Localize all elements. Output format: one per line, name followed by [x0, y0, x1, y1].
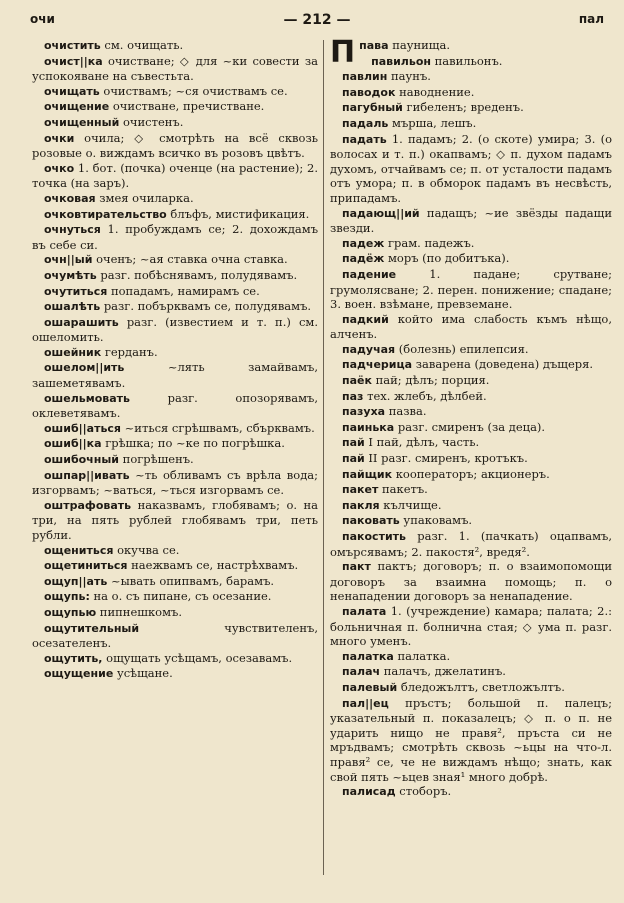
entry-definition: очиствамъ; ~ся очиствамъ се. — [103, 83, 288, 98]
dictionary-entry — [330, 206, 612, 236]
dictionary-entry — [330, 267, 612, 312]
entry-headword: очн||ый — [44, 253, 93, 267]
dictionary-entry — [330, 251, 612, 267]
dictionary-entry — [32, 621, 318, 651]
entry-definition: грам. падежъ. — [387, 235, 475, 250]
entry-definition: (болезнь) епилепсия. — [398, 341, 529, 356]
entry-definition: разг. смиренъ (за деца). — [397, 419, 546, 434]
left-column — [32, 38, 318, 682]
entry-headword: очковтирательство — [44, 207, 167, 221]
entry-headword: палисад — [342, 785, 396, 799]
entry-definition: мърша, лешъ. — [392, 115, 477, 130]
dictionary-entry — [330, 680, 612, 696]
section-letter: П — [330, 35, 356, 70]
entry-headword: ощениться — [44, 543, 114, 557]
dictionary-entry — [330, 85, 612, 101]
entry-definition: падащъ; ~ие звёзды падащи звезди. — [330, 205, 612, 236]
dictionary-entry — [32, 345, 318, 361]
entry-headword: очумѣть — [44, 268, 97, 282]
entry-headword: паинька — [342, 420, 395, 434]
entry-headword: очист||ка — [44, 54, 103, 68]
entry-headword: ощупь: — [44, 590, 90, 604]
dictionary-entry — [32, 421, 318, 437]
dictionary-entry — [32, 191, 318, 207]
dictionary-entry — [330, 559, 612, 604]
entry-headword: очищенный — [44, 115, 120, 129]
entry-headword: падаль — [342, 116, 389, 130]
entry-headword: пазуха — [342, 405, 386, 419]
entry-definition: попадамъ, намирамъ се. — [110, 283, 260, 298]
entry-headword: очковая — [44, 191, 96, 205]
dictionary-entry — [32, 84, 318, 100]
header-right-guideword: пал — [578, 12, 604, 26]
dictionary-entry — [32, 207, 318, 223]
entry-definition: ощущать усѣщамъ, осезавамъ. — [106, 650, 293, 665]
entry-headword: ощущение — [44, 667, 114, 681]
header-left-guideword: очи — [30, 12, 55, 26]
dictionary-entry — [32, 222, 318, 252]
dictionary-entry — [330, 342, 612, 358]
dictionary-entry — [32, 252, 318, 268]
entry-headword: оштрафовать — [44, 498, 132, 512]
entry-headword: ошейник — [44, 345, 102, 359]
dictionary-entry — [32, 54, 318, 84]
entry-definition: паунъ. — [391, 69, 431, 84]
entry-definition: ~ть обливамъ съ врѣла вода; изгорвамъ; ~ваться, ~ться изгорвамъ се. — [32, 467, 318, 498]
dictionary-entry — [330, 482, 612, 498]
entry-headword: ощутительный — [44, 621, 140, 635]
entry-definition: наводнение. — [399, 84, 475, 99]
entry-definition: упаковамъ. — [403, 513, 473, 528]
entry-definition: кълчище. — [383, 497, 442, 512]
entry-definition: кооператоръ; акционеръ. — [395, 466, 550, 481]
entry-headword: пакля — [342, 498, 380, 512]
entry-definition: оченъ; ~ая ставка очна ставка. — [96, 252, 288, 267]
page-header — [30, 12, 604, 32]
entry-headword: палатка — [342, 649, 394, 663]
entry-headword: ошельмовать — [44, 391, 130, 405]
entry-definition: 1. бот. (почка) оченце (на растение); 2. точка (на заръ). — [32, 160, 319, 191]
dictionary-entry — [330, 420, 612, 436]
entry-definition: разг. побърквамъ се, полудявамъ. — [103, 299, 312, 314]
entry-headword: паводок — [342, 85, 396, 99]
entry-headword: ощупью — [44, 605, 97, 619]
entry-headword: очистить — [44, 39, 101, 52]
entry-definition: очистенъ. — [122, 114, 184, 129]
dictionary-entry — [330, 451, 612, 467]
entry-headword: паковать — [342, 514, 400, 528]
entry-headword: падение — [342, 267, 397, 281]
entry-definition: наежвамъ се, настрѣхвамъ. — [131, 558, 299, 573]
entry-headword: пай — [342, 436, 365, 450]
entry-headword: палата — [342, 604, 387, 618]
dictionary-entry — [330, 467, 612, 483]
dictionary-entry — [32, 605, 318, 621]
entry-definition: I пай, дѣлъ, часть. — [368, 435, 480, 450]
entry-headword: палевый — [342, 680, 398, 694]
dictionary-entry — [330, 649, 612, 665]
entry-headword: очищать — [44, 84, 100, 98]
column-divider — [323, 40, 324, 875]
entry-definition: 1. падане; срутване; грумолясване; 2. перен. понижение; спадане; 3. воен. взѣмане, превземане. — [330, 266, 612, 312]
entry-definition: погрѣшенъ. — [122, 452, 194, 467]
entry-headword: павлин — [342, 70, 388, 84]
entry-headword: пакет — [342, 483, 379, 497]
entry-headword: падучая — [342, 342, 396, 356]
dictionary-entry — [32, 574, 318, 590]
entry-definition: наказвамъ, глобявамъ; о. на три, на пять рублей глобявамъ три, петь рубли. — [32, 497, 318, 542]
entry-headword: пава — [359, 39, 389, 52]
entry-headword: очнуться — [44, 223, 101, 237]
entry-headword: падающ||ий — [342, 206, 420, 220]
entry-headword: ошарашить — [44, 315, 119, 329]
entry-definition: ~ывать опипвамъ, барамъ. — [110, 573, 275, 588]
entry-definition: грѣшка; по ~ке по погрѣшка. — [105, 436, 285, 451]
entry-definition: очила; ◇ смотрѣть на всё сквозь розовые о. виждамъ всичко въ розовъ цвѣтъ. — [32, 130, 318, 161]
entry-headword: пакостить — [342, 530, 406, 543]
dictionary-entry — [32, 38, 318, 54]
entry-definition: герданъ. — [104, 344, 158, 359]
entry-headword: пагубный — [342, 101, 403, 115]
entry-headword: ощуп||ать — [44, 574, 108, 588]
dictionary-entry — [330, 69, 612, 85]
entry-definition: ~иться сгрѣшвамъ, сбърквамъ. — [124, 420, 315, 435]
entry-definition: 1. пробуждамъ се; 2. дохождамъ въ себе си. — [32, 222, 319, 252]
dictionary-entry — [330, 498, 612, 514]
entry-definition: бледожълтъ, светложълтъ. — [400, 679, 565, 694]
dictionary-entry — [32, 589, 318, 605]
entry-definition: пипнешкомъ. — [99, 604, 182, 619]
dictionary-entry — [32, 161, 318, 191]
entry-definition: пакетъ. — [381, 482, 428, 497]
entry-definition: на о. съ пипане, съ осезание. — [93, 589, 272, 604]
entry-definition: моръ (по добитъка). — [387, 251, 510, 266]
entry-headword: очки — [44, 131, 75, 145]
entry-headword: ошиб||аться — [44, 421, 121, 435]
entry-definition: змея очиларка. — [99, 190, 194, 205]
entry-headword: очутиться — [44, 284, 108, 298]
entry-definition: павильонъ. — [434, 53, 503, 68]
entry-headword: ошибочный — [44, 453, 119, 467]
dictionary-entry — [32, 558, 318, 574]
dictionary-entry — [32, 115, 318, 131]
entry-headword: палач — [342, 665, 381, 679]
entry-definition: палатка. — [397, 648, 451, 663]
dictionary-entry — [330, 435, 612, 451]
entry-definition: пай; дѣлъ; порция. — [375, 373, 490, 388]
entry-definition: гибеленъ; вреденъ. — [406, 100, 524, 115]
entry-headword: пакт — [342, 560, 371, 574]
entry-headword: ошиб||ка — [44, 437, 102, 451]
dictionary-entry — [330, 664, 612, 680]
dictionary-entry — [32, 543, 318, 559]
entry-definition: разг. 1. (пачкать) оцапвамъ, омърсявамъ; 2. пакостя², вредя². — [330, 529, 613, 559]
entry-headword: падать — [342, 132, 387, 146]
dictionary-entry — [32, 498, 318, 543]
entry-definition: паунища. — [392, 38, 451, 52]
dictionary-entry — [32, 315, 318, 345]
entry-definition: чувствителенъ, осезателенъ. — [32, 620, 318, 651]
entry-definition: стоборъ. — [399, 784, 452, 799]
dictionary-entry — [32, 468, 318, 498]
dictionary-entry — [330, 404, 612, 420]
entry-headword: ошалѣть — [44, 300, 101, 314]
dictionary-entry — [32, 360, 318, 390]
page-number: — 212 — — [283, 12, 351, 28]
dictionary-entry — [32, 452, 318, 468]
dictionary-entry — [32, 391, 318, 421]
dictionary-entry — [330, 784, 612, 800]
entry-definition: окучва се. — [117, 542, 180, 557]
entry-definition: ~лять замайвамъ, зашеметявамъ. — [32, 360, 318, 391]
dictionary-entry — [330, 312, 612, 342]
dictionary-entry — [32, 284, 318, 300]
entry-headword: ошелом||ить — [44, 361, 125, 375]
dictionary-entry — [330, 604, 612, 649]
dictionary-entry — [330, 373, 612, 389]
entry-definition: разг. побѣснявамъ, полудявамъ. — [100, 267, 298, 282]
entry-definition: разг. (известием и т. п.) см. ошеломить. — [32, 314, 319, 345]
entry-definition: очистване, пречистване. — [112, 99, 265, 114]
entry-headword: пал||ец — [342, 696, 389, 710]
entry-definition: усѣщане. — [116, 666, 173, 681]
dictionary-entry — [330, 389, 612, 405]
entry-headword: падкий — [342, 312, 389, 326]
dictionary-entry — [330, 132, 612, 206]
dictionary-entry — [330, 116, 612, 132]
entry-headword: пай — [342, 452, 365, 466]
dictionary-entry — [32, 666, 318, 682]
entry-headword: паз — [342, 389, 364, 403]
dictionary-entry — [32, 131, 318, 161]
right-column — [330, 35, 613, 800]
entry-definition: пазва. — [388, 404, 427, 419]
dictionary-entry — [32, 99, 318, 115]
dictionary-entry — [330, 54, 612, 70]
entry-definition: разг. опозорявамъ, оклеветявамъ. — [32, 390, 318, 421]
entry-headword: ошпар||ивать — [44, 468, 130, 482]
entry-definition: 1. падамъ; 2. (о скоте) умира; 3. (о волосах и т. п.) окапвамъ; ◇ п. духом падамъ духомъ, отчайвамъ се; п. от усталости падамъ отъ умора; п. в обморок падамъ въ несвѣсть, припадамъ. — [330, 131, 612, 205]
entry-headword: падёж — [342, 252, 385, 266]
dictionary-entry — [330, 529, 612, 559]
dictionary-entry — [32, 436, 318, 452]
entry-headword: ощутить, — [44, 651, 103, 665]
entry-headword: пайщик — [342, 467, 393, 481]
entry-definition: който има слабость къмъ нѣщо, алченъ. — [330, 311, 612, 342]
entry-definition: пръстъ; большой п. палецъ; указательный п. показалецъ; ◇ п. о п. не ударить нищо не правя², пръста си не мръдвамъ; смотрѣть сквозь ~ьцы на что-л. правя² се, че не виждамъ нѣщо; знать, как свой пять ~ьцев зная¹ много добрѣ. — [330, 695, 612, 784]
entry-headword: очищение — [44, 100, 110, 114]
dictionary-entry — [32, 299, 318, 315]
entry-headword: падеж — [342, 236, 385, 250]
entry-definition: см. очищать. — [104, 38, 184, 52]
entry-definition: II разг. смиренъ, кротъкъ. — [368, 451, 528, 466]
entry-definition: палачъ, джелатинъ. — [383, 664, 506, 679]
entry-headword: ощетиниться — [44, 559, 128, 573]
entry-headword: падчерица — [342, 358, 413, 372]
entry-definition: пактъ; договоръ; п. о взаимопомощи договоръ за взаимна помощь; п. о ненападении договоръ за ненападение. — [330, 559, 613, 604]
entry-headword: павильон — [371, 54, 431, 68]
dictionary-entry — [32, 651, 318, 667]
dictionary-entry — [330, 100, 612, 116]
dictionary-entry — [32, 268, 318, 284]
entry-definition: тех. жлебъ, дѣлбей. — [367, 388, 487, 403]
entry-definition: блъфъ, мистификация. — [170, 206, 310, 221]
entry-headword: паёк — [342, 374, 372, 388]
dictionary-entry — [330, 696, 612, 785]
dictionary-entry — [330, 513, 612, 529]
entry-definition: очистване; ◇ для ~ки совести за успокояване на съвестьта. — [32, 53, 318, 84]
dictionary-entry — [330, 236, 612, 252]
entry-definition: 1. (учреждение) камара; палата; 2.: больничная п. болнична стая; ◇ ума п. разг. много уменъ. — [330, 603, 613, 649]
entry-headword: очко — [44, 161, 75, 175]
dictionary-entry — [330, 357, 612, 373]
entry-definition: заварена (доведена) дъщеря. — [415, 357, 594, 372]
